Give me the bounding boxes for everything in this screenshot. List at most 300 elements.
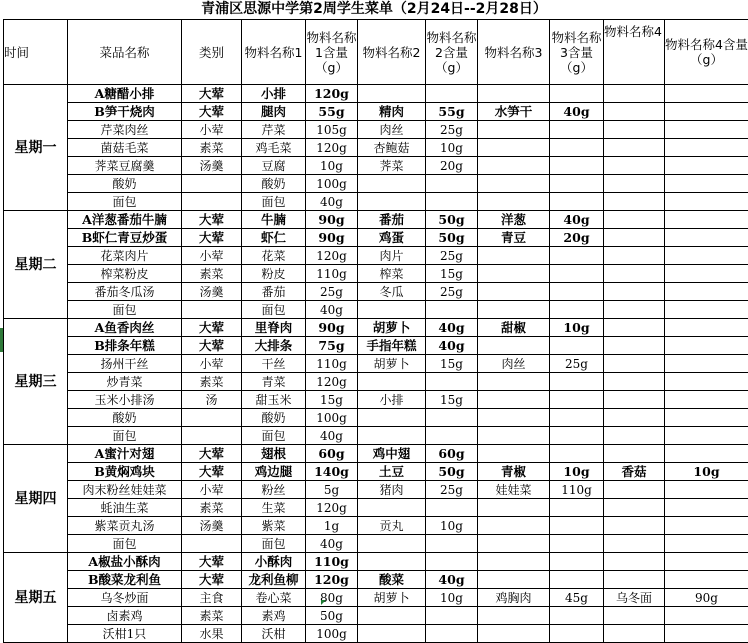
quantity-3-cell[interactable]: 40g <box>550 211 604 229</box>
category-cell[interactable]: 大荤 <box>182 211 242 229</box>
quantity-3-cell[interactable] <box>550 499 604 517</box>
category-cell[interactable]: 主食 <box>182 589 242 607</box>
category-cell[interactable] <box>182 409 242 427</box>
quantity-4-cell[interactable] <box>665 373 748 391</box>
material-4-cell[interactable] <box>604 391 665 409</box>
material-4-cell[interactable] <box>604 373 665 391</box>
material-2-cell[interactable]: 鸡蛋 <box>358 229 426 247</box>
dish-name-cell[interactable]: 菌菇毛菜 <box>68 139 182 157</box>
dish-name-cell[interactable]: 芹菜肉丝 <box>68 121 182 139</box>
quantity-1-cell[interactable]: 90g <box>306 229 358 247</box>
quantity-4-cell[interactable] <box>665 319 748 337</box>
quantity-4-cell[interactable] <box>665 157 748 175</box>
quantity-2-cell[interactable]: 15g <box>426 265 478 283</box>
quantity-3-cell[interactable] <box>550 157 604 175</box>
header-category[interactable]: 类别 <box>182 20 242 85</box>
material-4-cell[interactable] <box>604 247 665 265</box>
material-1-cell[interactable]: 紫菜 <box>242 517 306 535</box>
dish-name-cell[interactable]: 花菜肉片 <box>68 247 182 265</box>
quantity-1-cell[interactable]: 140g <box>306 463 358 481</box>
material-2-cell[interactable]: 胡萝卜 <box>358 589 426 607</box>
header-material-3[interactable]: 物料名称3 <box>478 20 550 85</box>
material-1-cell[interactable]: 番茄 <box>242 283 306 301</box>
material-3-cell[interactable] <box>478 625 550 643</box>
material-4-cell[interactable] <box>604 625 665 643</box>
material-1-cell[interactable]: 面包 <box>242 301 306 319</box>
quantity-4-cell[interactable] <box>665 175 748 193</box>
quantity-4-cell[interactable] <box>665 499 748 517</box>
quantity-4-cell[interactable] <box>665 301 748 319</box>
material-1-cell[interactable]: 鸡毛菜 <box>242 139 306 157</box>
header-material-2[interactable]: 物料名称2 <box>358 20 426 85</box>
quantity-2-cell[interactable]: 25g <box>426 283 478 301</box>
material-4-cell[interactable] <box>604 265 665 283</box>
category-cell[interactable]: 大荤 <box>182 103 242 121</box>
quantity-1-cell[interactable]: 100g <box>306 409 358 427</box>
quantity-4-cell[interactable] <box>665 553 748 571</box>
quantity-4-cell[interactable]: 10g <box>665 463 748 481</box>
quantity-2-cell[interactable] <box>426 625 478 643</box>
material-2-cell[interactable] <box>358 427 426 445</box>
material-4-cell[interactable]: 香菇 <box>604 463 665 481</box>
material-1-cell[interactable]: 酸奶 <box>242 409 306 427</box>
material-1-cell[interactable]: 粉皮 <box>242 265 306 283</box>
quantity-1-cell[interactable]: 55g <box>306 103 358 121</box>
quantity-3-cell[interactable] <box>550 391 604 409</box>
dish-name-cell[interactable]: 玉米小排汤 <box>68 391 182 409</box>
quantity-2-cell[interactable]: 40g <box>426 337 478 355</box>
material-2-cell[interactable]: 冬瓜 <box>358 283 426 301</box>
quantity-1-cell[interactable]: 15g <box>306 391 358 409</box>
material-1-cell[interactable]: 虾仁 <box>242 229 306 247</box>
material-2-cell[interactable]: 肉丝 <box>358 121 426 139</box>
day-cell[interactable]: 星期四 <box>4 445 68 553</box>
quantity-3-cell[interactable] <box>550 85 604 103</box>
quantity-3-cell[interactable]: 40g <box>550 103 604 121</box>
quantity-2-cell[interactable]: 50g <box>426 463 478 481</box>
quantity-3-cell[interactable] <box>550 373 604 391</box>
quantity-4-cell[interactable] <box>665 355 748 373</box>
quantity-3-cell[interactable] <box>550 121 604 139</box>
dish-name-cell[interactable]: B排条年糕 <box>68 337 182 355</box>
category-cell[interactable]: 小荤 <box>182 355 242 373</box>
material-1-cell[interactable]: 腿肉 <box>242 103 306 121</box>
quantity-4-cell[interactable] <box>665 571 748 589</box>
header-quantity-2[interactable]: 物料名称2含量（g） <box>426 20 478 85</box>
material-4-cell[interactable] <box>604 409 665 427</box>
material-4-cell[interactable] <box>604 607 665 625</box>
material-1-cell[interactable]: 龙利鱼柳 <box>242 571 306 589</box>
category-cell[interactable]: 汤羹 <box>182 517 242 535</box>
category-cell[interactable] <box>182 301 242 319</box>
material-2-cell[interactable] <box>358 373 426 391</box>
quantity-1-cell[interactable]: 75g <box>306 337 358 355</box>
material-3-cell[interactable] <box>478 139 550 157</box>
material-3-cell[interactable] <box>478 193 550 211</box>
material-1-cell[interactable]: 豆腐 <box>242 157 306 175</box>
material-1-cell[interactable]: 牛腩 <box>242 211 306 229</box>
material-4-cell[interactable] <box>604 175 665 193</box>
quantity-3-cell[interactable]: 10g <box>550 319 604 337</box>
category-cell[interactable]: 大荤 <box>182 319 242 337</box>
material-4-cell[interactable] <box>604 157 665 175</box>
quantity-3-cell[interactable] <box>550 247 604 265</box>
material-2-cell[interactable] <box>358 553 426 571</box>
day-cell[interactable]: 星期三 <box>4 319 68 445</box>
material-1-cell[interactable]: 粉丝 <box>242 481 306 499</box>
material-1-cell[interactable]: 青菜 <box>242 373 306 391</box>
dish-name-cell[interactable]: 炒青菜 <box>68 373 182 391</box>
category-cell[interactable]: 小荤 <box>182 481 242 499</box>
dish-name-cell[interactable]: B笋干烧肉 <box>68 103 182 121</box>
quantity-2-cell[interactable]: 40g <box>426 571 478 589</box>
quantity-2-cell[interactable] <box>426 427 478 445</box>
material-3-cell[interactable]: 肉丝 <box>478 355 550 373</box>
material-1-cell[interactable]: 素鸡 <box>242 607 306 625</box>
material-4-cell[interactable] <box>604 103 665 121</box>
material-1-cell[interactable]: 翅根 <box>242 445 306 463</box>
material-4-cell[interactable] <box>604 319 665 337</box>
dish-name-cell[interactable]: 面包 <box>68 193 182 211</box>
material-2-cell[interactable]: 胡萝卜 <box>358 319 426 337</box>
quantity-2-cell[interactable]: 25g <box>426 121 478 139</box>
material-2-cell[interactable]: 贡丸 <box>358 517 426 535</box>
material-4-cell[interactable] <box>604 535 665 553</box>
category-cell[interactable]: 素菜 <box>182 265 242 283</box>
category-cell[interactable]: 大荤 <box>182 463 242 481</box>
quantity-3-cell[interactable]: 20g <box>550 229 604 247</box>
quantity-2-cell[interactable]: 50g <box>426 211 478 229</box>
quantity-3-cell[interactable] <box>550 283 604 301</box>
quantity-1-cell[interactable]: 40g <box>306 301 358 319</box>
material-3-cell[interactable]: 洋葱 <box>478 211 550 229</box>
category-cell[interactable]: 素菜 <box>182 499 242 517</box>
quantity-3-cell[interactable]: 10g <box>550 463 604 481</box>
quantity-1-cell[interactable]: 10g <box>306 157 358 175</box>
quantity-1-cell[interactable]: 80g <box>306 589 358 607</box>
header-time[interactable]: 时间 <box>4 20 68 85</box>
material-2-cell[interactable]: 杏鲍菇 <box>358 139 426 157</box>
category-cell[interactable]: 大荤 <box>182 553 242 571</box>
quantity-1-cell[interactable]: 1g <box>306 517 358 535</box>
dish-name-cell[interactable]: A糖醋小排 <box>68 85 182 103</box>
day-cell[interactable]: 星期二 <box>4 211 68 319</box>
material-2-cell[interactable]: 酸菜 <box>358 571 426 589</box>
dish-name-cell[interactable]: 榨菜粉皮 <box>68 265 182 283</box>
material-3-cell[interactable]: 青豆 <box>478 229 550 247</box>
material-2-cell[interactable] <box>358 607 426 625</box>
material-3-cell[interactable] <box>478 499 550 517</box>
quantity-3-cell[interactable] <box>550 517 604 535</box>
quantity-1-cell[interactable]: 110g <box>306 553 358 571</box>
quantity-2-cell[interactable] <box>426 373 478 391</box>
quantity-3-cell[interactable] <box>550 607 604 625</box>
quantity-1-cell[interactable]: 40g <box>306 193 358 211</box>
material-2-cell[interactable] <box>358 85 426 103</box>
quantity-4-cell[interactable] <box>665 85 748 103</box>
quantity-4-cell[interactable] <box>665 283 748 301</box>
quantity-1-cell[interactable]: 90g <box>306 211 358 229</box>
quantity-1-cell[interactable]: 90g <box>306 319 358 337</box>
material-4-cell[interactable] <box>604 553 665 571</box>
dish-name-cell[interactable]: 沃柑1只 <box>68 625 182 643</box>
quantity-3-cell[interactable] <box>550 535 604 553</box>
category-cell[interactable]: 小荤 <box>182 247 242 265</box>
quantity-1-cell[interactable]: 100g <box>306 625 358 643</box>
header-material-4[interactable]: 物料名称4 <box>604 20 665 85</box>
quantity-3-cell[interactable] <box>550 427 604 445</box>
category-cell[interactable]: 素菜 <box>182 373 242 391</box>
material-2-cell[interactable]: 手指年糕 <box>358 337 426 355</box>
category-cell[interactable] <box>182 427 242 445</box>
quantity-4-cell[interactable] <box>665 139 748 157</box>
quantity-2-cell[interactable]: 15g <box>426 391 478 409</box>
quantity-4-cell[interactable] <box>665 427 748 445</box>
quantity-1-cell[interactable]: 120g <box>306 139 358 157</box>
quantity-2-cell[interactable]: 40g <box>426 319 478 337</box>
quantity-2-cell[interactable]: 25g <box>426 247 478 265</box>
category-cell[interactable] <box>182 535 242 553</box>
quantity-4-cell[interactable] <box>665 535 748 553</box>
quantity-4-cell[interactable] <box>665 103 748 121</box>
quantity-1-cell[interactable]: 60g <box>306 445 358 463</box>
dish-name-cell[interactable]: A椒盐小酥肉 <box>68 553 182 571</box>
quantity-2-cell[interactable] <box>426 553 478 571</box>
quantity-4-cell[interactable] <box>665 445 748 463</box>
header-quantity-3[interactable]: 物料名称3含量（g） <box>550 20 604 85</box>
quantity-3-cell[interactable] <box>550 625 604 643</box>
material-2-cell[interactable] <box>358 625 426 643</box>
dish-name-cell[interactable]: B黄焖鸡块 <box>68 463 182 481</box>
material-2-cell[interactable]: 土豆 <box>358 463 426 481</box>
quantity-2-cell[interactable] <box>426 175 478 193</box>
material-3-cell[interactable] <box>478 157 550 175</box>
material-4-cell[interactable] <box>604 121 665 139</box>
quantity-1-cell[interactable]: 40g <box>306 535 358 553</box>
material-3-cell[interactable]: 青椒 <box>478 463 550 481</box>
dish-name-cell[interactable]: 蚝油生菜 <box>68 499 182 517</box>
quantity-2-cell[interactable]: 20g <box>426 157 478 175</box>
material-1-cell[interactable]: 大排条 <box>242 337 306 355</box>
dish-name-cell[interactable]: 卤素鸡 <box>68 607 182 625</box>
day-cell[interactable]: 星期一 <box>4 85 68 211</box>
quantity-1-cell[interactable]: 5g <box>306 481 358 499</box>
material-2-cell[interactable] <box>358 535 426 553</box>
quantity-1-cell[interactable]: 120g <box>306 85 358 103</box>
dish-name-cell[interactable]: A洋葱番茄牛腩 <box>68 211 182 229</box>
material-2-cell[interactable] <box>358 301 426 319</box>
category-cell[interactable] <box>182 193 242 211</box>
category-cell[interactable]: 汤羹 <box>182 283 242 301</box>
material-1-cell[interactable]: 卷心菜 <box>242 589 306 607</box>
dish-name-cell[interactable]: 酸奶 <box>68 409 182 427</box>
quantity-1-cell[interactable]: 40g <box>306 427 358 445</box>
quantity-4-cell[interactable] <box>665 265 748 283</box>
material-3-cell[interactable] <box>478 175 550 193</box>
quantity-1-cell[interactable]: 50g <box>306 607 358 625</box>
quantity-1-cell[interactable]: 110g <box>306 355 358 373</box>
category-cell[interactable]: 汤羹 <box>182 157 242 175</box>
category-cell[interactable]: 素菜 <box>182 607 242 625</box>
material-4-cell[interactable] <box>604 301 665 319</box>
material-4-cell[interactable] <box>604 445 665 463</box>
quantity-3-cell[interactable] <box>550 571 604 589</box>
material-4-cell[interactable] <box>604 337 665 355</box>
material-1-cell[interactable]: 芹菜 <box>242 121 306 139</box>
quantity-3-cell[interactable] <box>550 409 604 427</box>
quantity-1-cell[interactable]: 120g <box>306 499 358 517</box>
quantity-2-cell[interactable]: 25g <box>426 481 478 499</box>
material-3-cell[interactable] <box>478 571 550 589</box>
material-4-cell[interactable] <box>604 499 665 517</box>
quantity-4-cell[interactable] <box>665 121 748 139</box>
quantity-2-cell[interactable] <box>426 607 478 625</box>
material-1-cell[interactable]: 面包 <box>242 193 306 211</box>
material-3-cell[interactable] <box>478 373 550 391</box>
quantity-1-cell[interactable]: 120g <box>306 571 358 589</box>
quantity-2-cell[interactable]: 50g <box>426 229 478 247</box>
category-cell[interactable]: 水果 <box>182 625 242 643</box>
category-cell[interactable] <box>182 175 242 193</box>
dish-name-cell[interactable]: 荠菜豆腐羹 <box>68 157 182 175</box>
material-4-cell[interactable] <box>604 355 665 373</box>
quantity-4-cell[interactable] <box>665 409 748 427</box>
quantity-1-cell[interactable]: 120g <box>306 373 358 391</box>
material-4-cell[interactable] <box>604 283 665 301</box>
material-3-cell[interactable] <box>478 607 550 625</box>
material-3-cell[interactable] <box>478 301 550 319</box>
category-cell[interactable]: 汤 <box>182 391 242 409</box>
material-4-cell[interactable] <box>604 229 665 247</box>
material-1-cell[interactable]: 干丝 <box>242 355 306 373</box>
material-4-cell[interactable] <box>604 139 665 157</box>
quantity-2-cell[interactable] <box>426 193 478 211</box>
material-4-cell[interactable] <box>604 211 665 229</box>
material-3-cell[interactable] <box>478 553 550 571</box>
dish-name-cell[interactable]: 扬州干丝 <box>68 355 182 373</box>
material-2-cell[interactable] <box>358 193 426 211</box>
category-cell[interactable]: 大荤 <box>182 571 242 589</box>
quantity-3-cell[interactable] <box>550 265 604 283</box>
material-1-cell[interactable]: 花菜 <box>242 247 306 265</box>
quantity-4-cell[interactable]: 90g <box>665 589 748 607</box>
quantity-4-cell[interactable] <box>665 247 748 265</box>
material-2-cell[interactable]: 猪肉 <box>358 481 426 499</box>
dish-name-cell[interactable]: 紫菜贡丸汤 <box>68 517 182 535</box>
material-3-cell[interactable] <box>478 85 550 103</box>
material-1-cell[interactable]: 面包 <box>242 427 306 445</box>
dish-name-cell[interactable]: A鱼香肉丝 <box>68 319 182 337</box>
quantity-4-cell[interactable] <box>665 481 748 499</box>
day-cell[interactable]: 星期五 <box>4 553 68 643</box>
material-1-cell[interactable]: 沃柑 <box>242 625 306 643</box>
quantity-3-cell[interactable] <box>550 445 604 463</box>
material-1-cell[interactable]: 面包 <box>242 535 306 553</box>
quantity-3-cell[interactable] <box>550 553 604 571</box>
material-4-cell[interactable] <box>604 193 665 211</box>
quantity-4-cell[interactable] <box>665 193 748 211</box>
quantity-2-cell[interactable] <box>426 499 478 517</box>
category-cell[interactable]: 小荤 <box>182 121 242 139</box>
header-quantity-1[interactable]: 物料名称1含量（g） <box>306 20 358 85</box>
header-dish[interactable]: 菜品名称 <box>68 20 182 85</box>
dish-name-cell[interactable]: 酸奶 <box>68 175 182 193</box>
material-1-cell[interactable]: 小酥肉 <box>242 553 306 571</box>
dish-name-cell[interactable]: 面包 <box>68 301 182 319</box>
quantity-3-cell[interactable]: 110g <box>550 481 604 499</box>
category-cell[interactable]: 大荤 <box>182 337 242 355</box>
material-1-cell[interactable]: 酸奶 <box>242 175 306 193</box>
quantity-2-cell[interactable]: 10g <box>426 589 478 607</box>
quantity-1-cell[interactable]: 100g <box>306 175 358 193</box>
quantity-4-cell[interactable] <box>665 391 748 409</box>
material-4-cell[interactable] <box>604 481 665 499</box>
quantity-4-cell[interactable] <box>665 517 748 535</box>
material-1-cell[interactable]: 鸡边腿 <box>242 463 306 481</box>
material-3-cell[interactable] <box>478 337 550 355</box>
quantity-3-cell[interactable]: 45g <box>550 589 604 607</box>
material-2-cell[interactable]: 鸡中翅 <box>358 445 426 463</box>
material-2-cell[interactable]: 荠菜 <box>358 157 426 175</box>
material-3-cell[interactable] <box>478 247 550 265</box>
quantity-3-cell[interactable] <box>550 301 604 319</box>
material-2-cell[interactable] <box>358 409 426 427</box>
dish-name-cell[interactable]: 面包 <box>68 535 182 553</box>
dish-name-cell[interactable]: 肉末粉丝娃娃菜 <box>68 481 182 499</box>
material-2-cell[interactable] <box>358 499 426 517</box>
material-3-cell[interactable]: 鸡胸肉 <box>478 589 550 607</box>
quantity-4-cell[interactable] <box>665 229 748 247</box>
dish-name-cell[interactable]: B酸菜龙利鱼 <box>68 571 182 589</box>
material-3-cell[interactable] <box>478 445 550 463</box>
material-2-cell[interactable]: 小排 <box>358 391 426 409</box>
quantity-1-cell[interactable]: 25g <box>306 283 358 301</box>
quantity-1-cell[interactable]: 120g <box>306 247 358 265</box>
material-2-cell[interactable]: 胡萝卜 <box>358 355 426 373</box>
material-1-cell[interactable]: 小排 <box>242 85 306 103</box>
material-4-cell[interactable] <box>604 427 665 445</box>
quantity-2-cell[interactable] <box>426 301 478 319</box>
material-3-cell[interactable] <box>478 265 550 283</box>
header-material-1[interactable]: 物料名称1 <box>242 20 306 85</box>
quantity-4-cell[interactable] <box>665 211 748 229</box>
material-3-cell[interactable]: 甜椒 <box>478 319 550 337</box>
category-cell[interactable]: 大荤 <box>182 229 242 247</box>
material-3-cell[interactable] <box>478 427 550 445</box>
material-3-cell[interactable] <box>478 409 550 427</box>
quantity-2-cell[interactable]: 55g <box>426 103 478 121</box>
quantity-2-cell[interactable] <box>426 409 478 427</box>
quantity-1-cell[interactable]: 110g <box>306 265 358 283</box>
material-4-cell[interactable] <box>604 517 665 535</box>
header-quantity-4[interactable]: 物料名称4含量（g） <box>665 20 748 85</box>
dish-name-cell[interactable]: B虾仁青豆炒蛋 <box>68 229 182 247</box>
material-3-cell[interactable]: 水笋干 <box>478 103 550 121</box>
material-3-cell[interactable] <box>478 283 550 301</box>
quantity-3-cell[interactable] <box>550 139 604 157</box>
material-2-cell[interactable]: 番茄 <box>358 211 426 229</box>
dish-name-cell[interactable]: A蜜汁对翅 <box>68 445 182 463</box>
material-4-cell[interactable] <box>604 85 665 103</box>
material-3-cell[interactable] <box>478 535 550 553</box>
material-3-cell[interactable] <box>478 391 550 409</box>
category-cell[interactable]: 素菜 <box>182 139 242 157</box>
quantity-2-cell[interactable]: 10g <box>426 517 478 535</box>
material-1-cell[interactable]: 生菜 <box>242 499 306 517</box>
category-cell[interactable]: 大荤 <box>182 85 242 103</box>
quantity-3-cell[interactable] <box>550 175 604 193</box>
material-2-cell[interactable]: 榨菜 <box>358 265 426 283</box>
